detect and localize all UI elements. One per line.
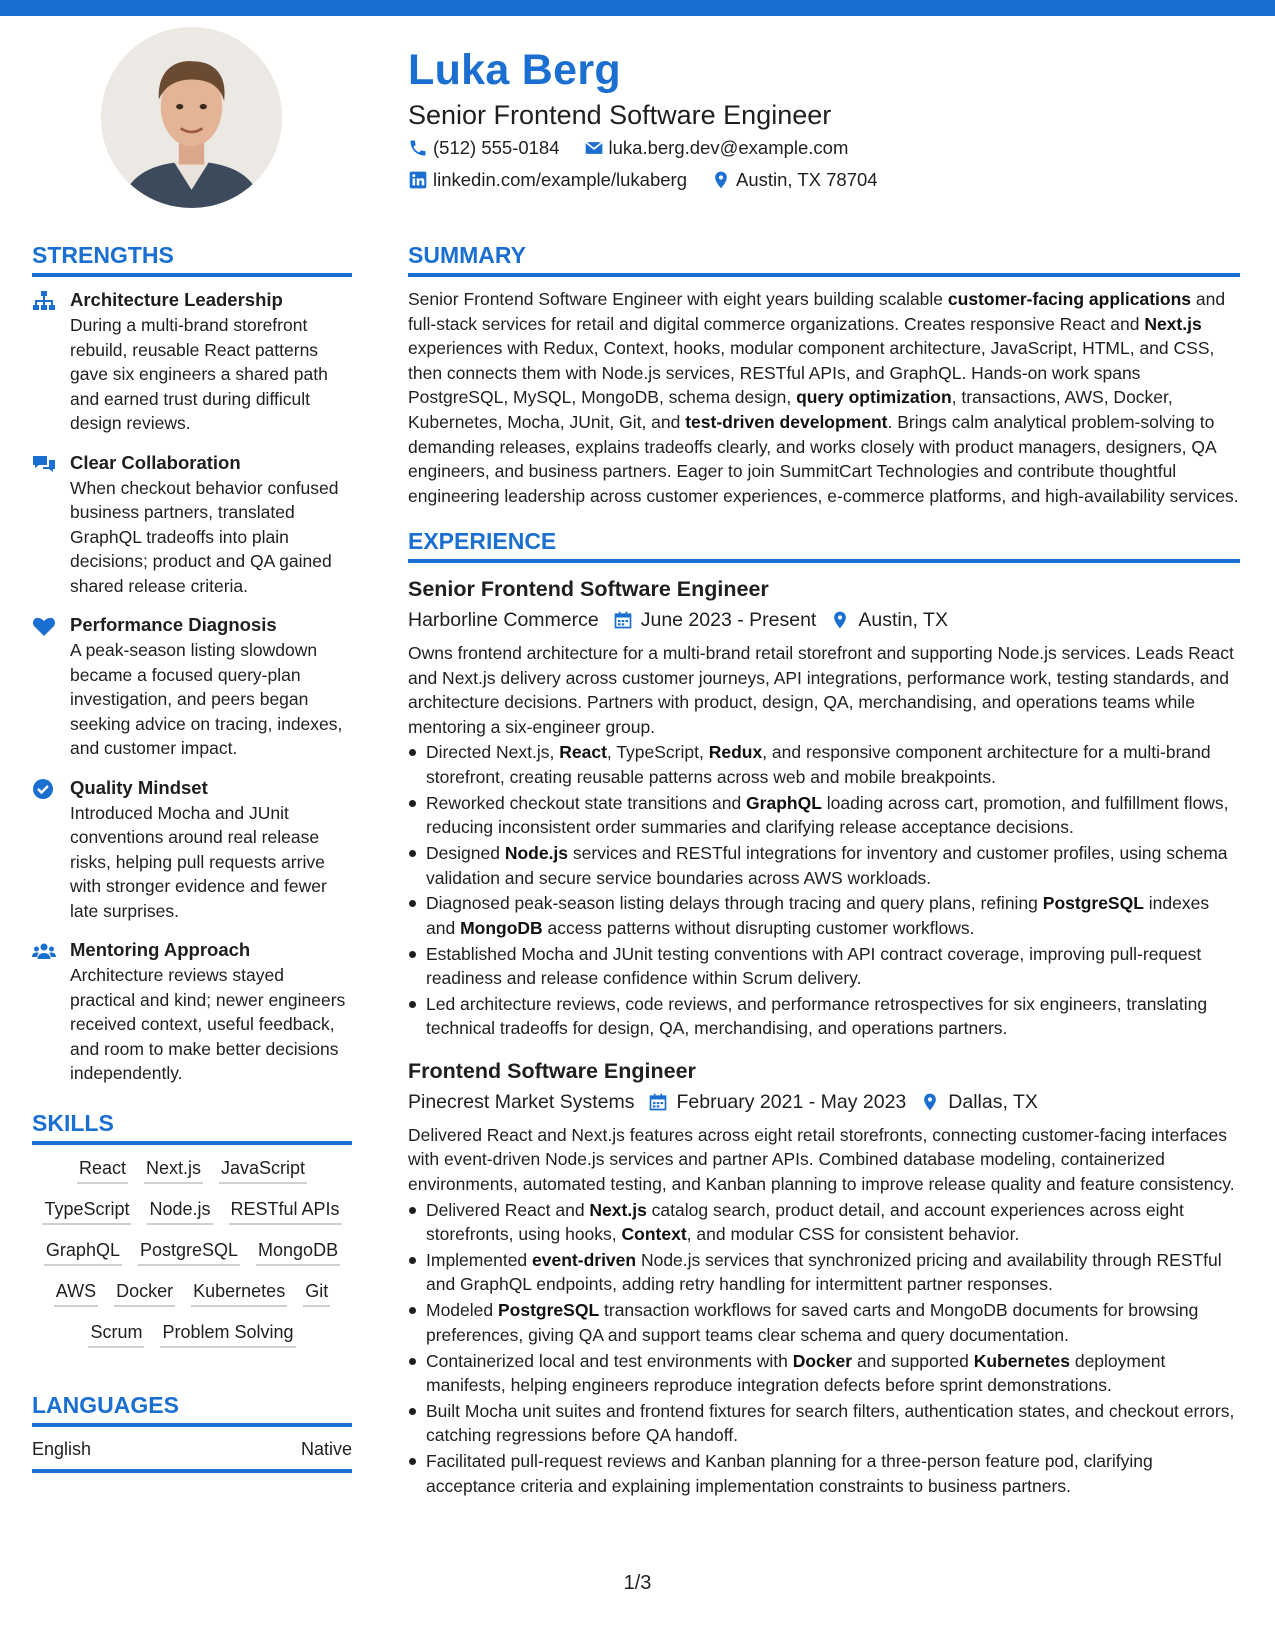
text-segment: , TypeScript,: [606, 742, 709, 763]
strength-item: [32, 612, 352, 761]
text-segment: and full-stack services for retail and digital commerce organizations. Creates responsive React and: [408, 289, 1226, 334]
job-dates: [613, 605, 817, 635]
bold-keyword: PostgreSQL: [498, 1300, 600, 1321]
skills-heading: SKILLS: [32, 1106, 352, 1145]
bold-keyword: Context: [621, 1223, 687, 1244]
strength-desc: A peak-season listing slowdown became a focused query-plan investigation, and peers began seeking advice on tracing, indexes, and customer impact.: [70, 640, 343, 758]
profile-photo: [101, 27, 282, 208]
contact-row-2: [408, 164, 1248, 196]
job-description: Owns frontend architecture for a multi-brand retail storefront and supporting Node.js services. Leads React and Next.js delivery across customer journeys, API integrations, performance work, testing standards, and architecture decisions. Partners with product, design, QA, merchandising, and operations teams while mentoring a six-engineer group.: [408, 643, 1234, 737]
bold-keyword: GraphQL: [746, 792, 822, 813]
calendar-icon: [648, 1092, 668, 1112]
text-segment: Delivered React and: [426, 1199, 590, 1220]
job-bullet: [408, 1449, 1240, 1498]
job-location-text: Austin, TX: [858, 609, 948, 632]
linkedin-icon: [408, 170, 428, 190]
comments-icon: [32, 453, 56, 475]
contact-row-1: [408, 132, 1248, 164]
candidate-name: Luka Berg: [408, 46, 621, 94]
job-location: [920, 1087, 1038, 1117]
strength-item: [32, 287, 352, 436]
text-segment: Led architecture reviews, code reviews, and performance retrospectives for six engineers, translating technical tradeoffs for design, QA, merchandising, and operations partners.: [426, 994, 1208, 1039]
resume-header: [408, 42, 1248, 196]
skill-tag: TypeScript: [42, 1196, 131, 1225]
skill-tag: MongoDB: [256, 1237, 340, 1266]
location-contact: [711, 164, 878, 196]
skill-tag: Problem Solving: [160, 1319, 295, 1348]
candidate-title: Senior Frontend Software Engineer: [408, 100, 832, 130]
job-meta: [408, 1087, 1240, 1117]
summary-text: [408, 287, 1240, 508]
map-pin-icon: [711, 170, 731, 190]
sitemap-icon: [32, 290, 56, 312]
experience-heading: EXPERIENCE: [408, 524, 1240, 563]
text-segment: Established Mocha and JUnit testing conventions with API contract coverage, improving pull-request readiness and release confidence within Scrum delivery.: [426, 943, 1202, 989]
bold-keyword: query optimization: [796, 387, 952, 408]
job-dates-text: June 2023 - Present: [640, 609, 817, 632]
right-column: [408, 238, 1240, 1512]
strength-desc: When checkout behavior confused business partners, translated GraphQL tradeoffs into plain decisions; product and QA gained shared release criteria.: [70, 477, 339, 596]
text-segment: and supported: [852, 1350, 974, 1371]
skill-tag: RESTful APIs: [229, 1196, 342, 1225]
skill-tag: GraphQL: [44, 1237, 122, 1266]
job-bullet: [408, 891, 1240, 940]
bold-keyword: Next.js: [589, 1199, 647, 1220]
skill-tag: Docker: [114, 1278, 175, 1307]
strength-title: Architecture Leadership: [70, 289, 283, 310]
job-entry: [408, 1055, 1240, 1498]
job-bullet: [408, 1399, 1240, 1448]
text-segment: Containerized local and test environments with: [426, 1350, 793, 1371]
bold-keyword: Redux: [708, 742, 763, 763]
skill-tag: Kubernetes: [191, 1278, 287, 1307]
job-location: [830, 605, 948, 635]
job-title: Frontend Software Engineer: [408, 1058, 696, 1083]
profile-photo-illustration: [101, 27, 282, 208]
bold-keyword: Next.js: [1144, 313, 1202, 334]
strength-title: Mentoring Approach: [70, 939, 251, 960]
phone-number: (512) 555-0184: [433, 137, 560, 158]
text-segment: Facilitated pull-request reviews and Kanban planning for a three-person feature pod, clarifying acceptance criteria and explaining implementation constraints to business partners.: [426, 1451, 1153, 1496]
skill-row: [32, 1196, 352, 1225]
job-bullet: [408, 740, 1240, 789]
users-icon: [32, 940, 56, 962]
job-dates: [648, 1087, 906, 1117]
language-name: English: [32, 1438, 92, 1459]
text-segment: , transactions, AWS, Docker, Kubernetes, Mocha, JUnit, Git, and: [408, 387, 1173, 432]
skill-row: [32, 1155, 352, 1184]
job-bullet: [408, 992, 1240, 1041]
linkedin-url[interactable]: linkedin.com/example/lukaberg: [433, 169, 687, 190]
text-segment: Designed: [426, 843, 505, 864]
bold-keyword: test-driven development: [685, 411, 888, 432]
map-pin-icon: [830, 610, 850, 630]
bold-keyword: Docker: [792, 1350, 853, 1371]
strength-item: [32, 937, 352, 1086]
email-contact[interactable]: [584, 132, 849, 164]
job-entry: [408, 573, 1240, 1041]
check-circle-icon: [32, 778, 56, 800]
text-segment: loading across cart, promotion, and fulfillment flows, reducing inconsistent order summaries and clarifying release acceptance decisions.: [426, 792, 1229, 838]
job-location-text: Dallas, TX: [948, 1090, 1038, 1113]
page-number: 1/3: [623, 1572, 652, 1594]
map-pin-icon: [920, 1092, 940, 1112]
text-segment: indexes and: [426, 893, 1210, 938]
bold-keyword: event-driven: [532, 1249, 637, 1270]
language-level: Native: [300, 1438, 352, 1459]
job-bullet: [408, 1248, 1240, 1297]
text-segment: Diagnosed peak-season listing delays through tracing and query plans, refining: [426, 893, 1043, 914]
bold-keyword: Node.js: [504, 843, 569, 864]
strength-item: [32, 450, 352, 599]
job-bullets: [408, 740, 1240, 1040]
skill-tag: Next.js: [144, 1155, 203, 1184]
job-bullet: [408, 942, 1240, 991]
skill-row: [32, 1278, 352, 1307]
email-address[interactable]: luka.berg.dev@example.com: [608, 137, 849, 158]
job-title: Senior Frontend Software Engineer: [408, 577, 769, 602]
bold-keyword: React: [559, 742, 607, 763]
text-segment: experiences with Redux, Context, hooks, modular component architecture, JavaScript, HTML, and CSS, then connects them with Node.js services, RESTful APIs, and GraphQL. Hands-on work spans PostgreSQL, MySQL, MongoDB, schema design,: [408, 338, 1215, 408]
skill-row: [32, 1237, 352, 1266]
job-meta: [408, 605, 1240, 635]
skill-tag: Scrum: [88, 1319, 144, 1348]
phone-contact: [408, 132, 560, 164]
top-accent-bar: [0, 0, 1275, 16]
text-segment: transaction workflows for saved carts and MongoDB documents for browsing preferences, giving QA and support teams clear schema and query documentation.: [426, 1300, 1199, 1345]
linkedin-contact[interactable]: [408, 164, 687, 196]
summary-heading: SUMMARY: [408, 238, 1240, 277]
strength-desc: Introduced Mocha and JUnit conventions around real release risks, helping pull requests arrive with stronger evidence and fewer late surprises.: [70, 802, 327, 921]
company-name: Pinecrest Market Systems: [408, 1090, 635, 1113]
job-bullet: [408, 791, 1240, 840]
calendar-icon: [613, 610, 633, 630]
text-segment: Implemented: [426, 1249, 533, 1270]
left-column: [32, 238, 352, 1473]
bold-keyword: MongoDB: [460, 917, 543, 938]
strength-title: Clear Collaboration: [70, 451, 241, 473]
text-segment: Modeled: [426, 1300, 498, 1321]
text-segment: Node.js services that synchronized pricing and availability through RESTful and GraphQL endpoints, adding retry handling for intermittent partner responses.: [426, 1249, 1222, 1295]
bold-keyword: customer-facing applications: [947, 289, 1192, 309]
job-description: Delivered React and Next.js features across eight retail storefronts, connecting customer-facing interfaces with event-driven Node.js services and partner APIs. Combined database modeling, containerized environments, automated testing, and Kanban planning to improve release quality and feature consistency.: [408, 1124, 1235, 1194]
bold-keyword: Kubernetes: [973, 1350, 1070, 1371]
text-segment: Reworked checkout state transitions and: [426, 792, 747, 813]
skill-tag: React: [77, 1155, 128, 1184]
skill-tag: PostgreSQL: [138, 1237, 240, 1266]
text-segment: , and responsive component architecture for a multi-brand storefront, creating reusable patterns across web and mobile breakpoints.: [426, 742, 1211, 787]
job-bullets: [408, 1198, 1240, 1498]
job-bullet: [408, 1198, 1240, 1247]
text-segment: deployment manifests, helping engineers reproduce integration defects before sprint demonstrations.: [426, 1350, 1166, 1395]
location-text: Austin, TX 78704: [736, 169, 878, 190]
strengths-heading: STRENGTHS: [32, 238, 352, 277]
language-item: [32, 1435, 352, 1473]
languages-heading: LANGUAGES: [32, 1388, 352, 1427]
job-bullet: [408, 1298, 1240, 1347]
text-segment: Built Mocha unit suites and frontend fixtures for search filters, authentication states, and checkout errors, catching regressions before QA handoff.: [426, 1400, 1235, 1446]
strength-title: Performance Diagnosis: [70, 614, 277, 635]
job-dates-text: February 2021 - May 2023: [676, 1090, 907, 1113]
strength-item: [32, 775, 352, 924]
strength-title: Quality Mindset: [70, 776, 208, 798]
envelope-icon: [584, 138, 604, 158]
skill-tag: JavaScript: [219, 1155, 307, 1184]
text-segment: Senior Frontend Software Engineer with eight years building scalable: [408, 289, 948, 309]
text-segment: , and modular CSS for consistent behavior.: [686, 1223, 1020, 1244]
strength-desc: During a multi-brand storefront rebuild, reusable React patterns gave six engineers a shared path and earned trust during difficult design reviews.: [70, 315, 328, 433]
skill-tag: Node.js: [147, 1196, 212, 1225]
job-bullet: [408, 841, 1240, 890]
text-segment: Directed Next.js,: [426, 742, 560, 763]
text-segment: services and RESTful integrations for inventory and customer profiles, using schema validation and secure service boundaries across AWS workloads.: [426, 843, 1228, 888]
skill-tag: Git: [303, 1278, 330, 1307]
skill-row: [32, 1319, 352, 1348]
heart-icon: [32, 615, 56, 637]
job-bullet: [408, 1349, 1240, 1398]
text-segment: access patterns without disrupting customer workflows.: [542, 917, 975, 938]
bold-keyword: PostgreSQL: [1042, 893, 1144, 914]
strength-desc: Architecture reviews stayed practical and kind; newer engineers received context, useful feedback, and room to make better decisions independently.: [70, 965, 346, 1083]
skills-list: [32, 1155, 352, 1348]
text-segment: catalog search, product detail, and account experiences across eight storefronts, using hooks,: [426, 1199, 1184, 1244]
company-name: Harborline Commerce: [408, 609, 599, 632]
text-segment: . Brings calm analytical problem-solving to demanding releases, explains tradeoffs clearly, and works closely with product managers, designers, QA engineers, and business partners. Eager to join SummitCart Technologies and contribute thoughtful engineering leadership across customer experiences, e-commerce platforms, and high-availability services.: [408, 411, 1239, 506]
phone-icon: [408, 138, 428, 158]
skill-tag: AWS: [54, 1278, 98, 1307]
